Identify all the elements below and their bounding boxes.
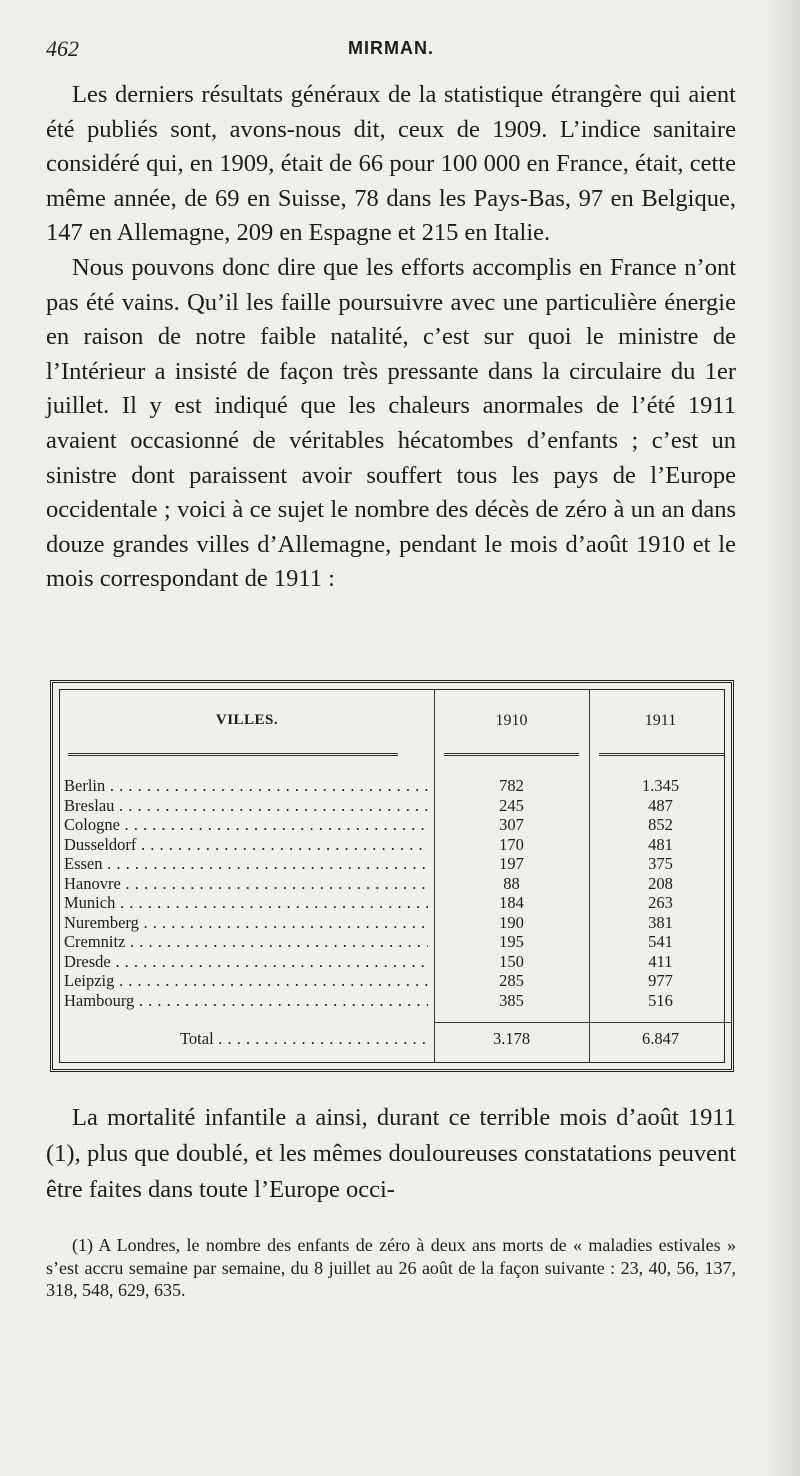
value-1910: 197	[499, 854, 524, 873]
city-name: Hanovre . . .	[64, 874, 428, 894]
table-row	[60, 971, 724, 991]
value-1911: 852	[648, 815, 673, 834]
table-row	[60, 991, 724, 1011]
table-row	[60, 893, 724, 913]
value-1910: 170	[499, 834, 524, 854]
total-label: Total . . .	[180, 1028, 428, 1050]
mortality-table	[50, 680, 734, 1072]
total-row	[60, 1028, 724, 1050]
value-1910: 245	[499, 795, 524, 815]
table-row	[60, 913, 724, 933]
paragraph-2: Nous pouvons donc dire que les efforts accomplis en France n’ont pas été vains. Qu’il les faille poursuivre avec une particulière énergie en raison de notre faible natalité, c’est sur quoi le ministre de l’Intérieur a insisté de façon très pressante dans la circulaire du 1er juillet. Il y est indiqué que les chaleurs anormales de l’été 1911 avaient occasionné de véritables hécatombes d’enfants ; c’est un sinistre dont paraissent avoir souffert tous les pays de l’Europe occidentale ; voici à ce sujet le nombre des décès de zéro à un an dans douze grandes villes d’Allemagne, pendant le mois d’août 1910 et le mois correspondant de 1911 :	[46, 253, 736, 593]
header-rule	[68, 753, 398, 756]
header-1911: 1911	[644, 712, 677, 729]
value-1910: 88	[503, 873, 520, 893]
city-name: Dusseldorf . . .	[64, 835, 428, 855]
page-edge-shadow	[766, 0, 800, 1476]
value-1910: 307	[499, 815, 524, 834]
header-rule	[599, 753, 724, 756]
value-1910: 385	[499, 990, 524, 1010]
running-head: MIRMAN.	[348, 38, 434, 58]
body-text	[46, 78, 736, 597]
page-number: 462	[46, 36, 79, 61]
table-frame	[59, 689, 725, 1063]
footnote	[46, 1234, 736, 1302]
paragraph-1: Les derniers résultats généraux de la statistique étrangère qui aient été publiés sont, avons-nous dit, ceux de 1909. L’indice sanitaire considéré qui, en 1909, était de 66 pour 100 000 en France, était, cette même année, de 69 en Suisse, 78 dans les Pays-Bas, 97 en Belgique, 147 en Allemagne, 209 en Espagne et 215 en Italie.	[46, 81, 736, 247]
value-1911: 481	[648, 834, 673, 854]
value-1910: 195	[499, 932, 524, 951]
value-1910: 150	[499, 951, 524, 971]
value-1910: 782	[499, 776, 524, 795]
city-name: Leipzig . . .	[64, 971, 428, 991]
value-1911: 487	[648, 795, 673, 815]
value-1911: 208	[648, 873, 673, 893]
header-rule	[444, 753, 579, 756]
city-name: Hambourg . . .	[64, 991, 428, 1011]
city-name: Cologne . . .	[64, 815, 428, 835]
closing-text	[46, 1100, 736, 1208]
value-1911: 516	[648, 990, 673, 1010]
total-1910: 3.178	[492, 1029, 531, 1048]
table-row	[60, 932, 724, 952]
page-header	[46, 36, 736, 66]
city-name: Breslau . . .	[64, 796, 428, 816]
city-name: Munich . . .	[64, 893, 428, 913]
header-villes: VILLES.	[215, 712, 279, 728]
table-row	[60, 835, 724, 855]
header-1910: 1910	[495, 712, 528, 729]
city-name: Essen . . .	[64, 854, 428, 874]
value-1910: 285	[499, 971, 524, 990]
value-1911: 977	[648, 971, 673, 990]
table-body	[60, 776, 724, 1010]
city-name: Dresde . . .	[64, 952, 428, 972]
table-row	[60, 874, 724, 894]
table-row	[60, 796, 724, 816]
value-1911: 541	[648, 932, 673, 951]
value-1911: 375	[648, 854, 673, 873]
value-1911: 1.345	[641, 776, 680, 795]
total-1911: 6.847	[641, 1029, 680, 1048]
value-1911: 411	[648, 951, 673, 971]
city-name: Berlin . . .	[64, 776, 428, 796]
city-name: Nuremberg . . .	[64, 913, 428, 933]
value-1910: 190	[499, 912, 524, 932]
table-row	[60, 776, 724, 796]
table-row	[60, 952, 724, 972]
total-rule	[434, 1022, 732, 1023]
paragraph-3: La mortalité infantile a ainsi, durant ce terrible mois d’août 1911 (1), plus que doublé, et les mêmes douloureuses constatations peuvent être faites dans toute l’Europe occi-	[46, 1104, 736, 1203]
table-row	[60, 854, 724, 874]
value-1910: 184	[499, 893, 524, 912]
value-1911: 263	[648, 893, 673, 912]
value-1911: 381	[648, 912, 673, 932]
footnote-text: (1) A Londres, le nombre des enfants de zéro à deux ans morts de « maladies estivales » s’est accru semaine par semaine, du 8 juillet au 26 août de la façon suivante : 23, 40, 56, 137, 318, 548, 629, 635.	[46, 1235, 736, 1300]
city-name: Cremnitz . . .	[64, 932, 428, 952]
table-row	[60, 815, 724, 835]
